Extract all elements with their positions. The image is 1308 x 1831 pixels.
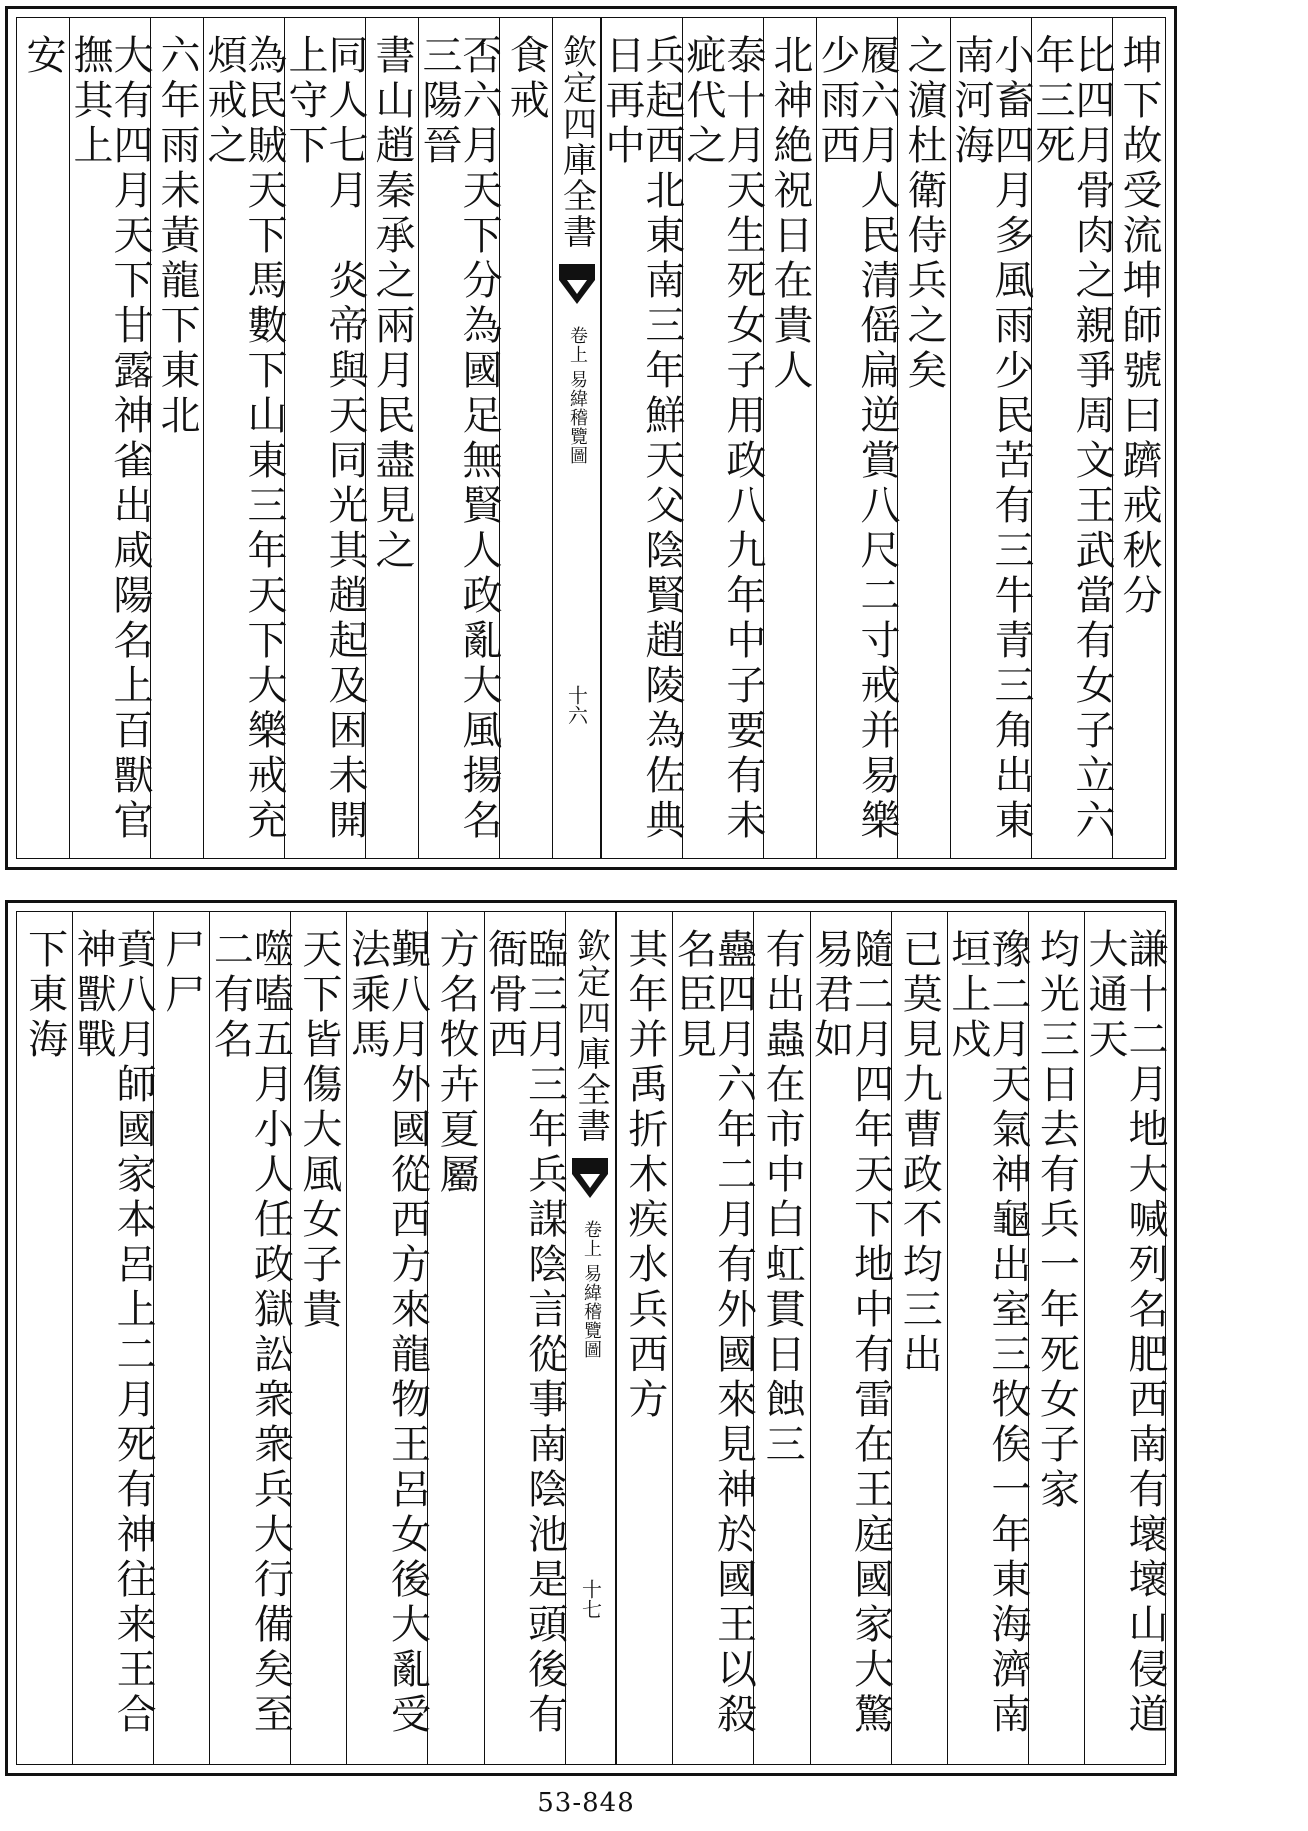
spine-subtitle bbox=[581, 1220, 600, 1359]
page-top bbox=[5, 6, 1177, 870]
text-column: 有出蟲在市中白虹貫日蝕三 bbox=[753, 912, 809, 1764]
book-title: 易緯稽覽圖 bbox=[580, 1264, 602, 1359]
text-column: 天下皆傷大風女子貴 bbox=[290, 912, 346, 1764]
text-column: 為民賊天下馬數下山東三年天下大樂戒充煩戒之 bbox=[203, 18, 284, 858]
text-column: 下東海 bbox=[21, 928, 68, 1063]
fish-tail-mark-icon bbox=[570, 1158, 610, 1202]
text-column: 坤下故受流坤師號曰躋戒秋分 bbox=[1112, 18, 1165, 858]
text-column: 否六月天下分為國足無賢人政亂大風揚名三陽晉 bbox=[418, 18, 499, 858]
text-column: 賁八月師國家本呂上二月死有神往来王合神獸戰 bbox=[72, 912, 153, 1764]
spine-subtitle bbox=[567, 326, 586, 465]
text-column: 尸尸 bbox=[153, 912, 209, 1764]
text-column: 同人七月 炎帝與天同光其趙起及困未開上守下 bbox=[284, 18, 365, 858]
text-column: 北神絶祝日在貴人 bbox=[763, 18, 816, 858]
volume-label: 卷上 bbox=[580, 1220, 602, 1258]
text-column: 其年并禹折木疾水兵西方 bbox=[616, 912, 672, 1764]
text-column: 泰十月天生死女子用政八九年中子要有未疵代之 bbox=[682, 18, 763, 858]
text-column: 小畜四月多風雨少民苦有三牛青三角出東南河海 bbox=[950, 18, 1031, 858]
text-column: 安 bbox=[19, 34, 66, 79]
center-spine bbox=[552, 18, 601, 858]
folio-number: 十七 bbox=[578, 1579, 603, 1619]
collection-title: 欽定四庫全書 bbox=[570, 928, 611, 1144]
fish-tail-mark-icon bbox=[557, 264, 597, 308]
center-spine bbox=[565, 912, 617, 1764]
book-title: 易緯稽覽圖 bbox=[566, 370, 588, 465]
text-column: 比四月骨肉之親爭周文王武當有女子立六年三死 bbox=[1031, 18, 1112, 858]
text-column: 已莫見九曹政不均三出 bbox=[891, 912, 947, 1764]
page-bottom bbox=[5, 900, 1177, 1776]
text-column: 蠱四月六年二月有外國來見神於國王以殺名臣見 bbox=[672, 912, 753, 1764]
text-column: 隨二月四年天下地中有雷在王庭國家大驚易君如 bbox=[810, 912, 891, 1764]
collection-title: 欽定四庫全書 bbox=[556, 34, 597, 250]
text-column: 食戒 bbox=[499, 18, 552, 858]
text-column: 謙十二月地大喊列名肥西南有壞壞山侵道大通天 bbox=[1084, 912, 1165, 1764]
folio-number: 十六 bbox=[564, 685, 589, 725]
page-reference: 53-848 bbox=[537, 1788, 635, 1818]
columns-top bbox=[17, 18, 1165, 858]
text-column: 豫二月天氣神龜出室三牧俟一年東海濟南垣上戍 bbox=[947, 912, 1028, 1764]
columns-bottom bbox=[17, 912, 1168, 1764]
text-column: 之濵杜衛侍兵之矣 bbox=[897, 18, 950, 858]
text-column: 均光三日去有兵一年死女子家 bbox=[1028, 912, 1084, 1764]
text-column: 履六月人民清傜扁逆賞八尺二寸戒并易樂少雨西 bbox=[816, 18, 897, 858]
text-column: 噬嗑五月小人任政獄訟衆衆兵大行備矣至二有名 bbox=[209, 912, 290, 1764]
text-column: 覲八月外國從西方來龍物王呂女後大亂受法乘馬 bbox=[346, 912, 427, 1764]
text-column: 書山趙秦承之兩月民盡見之 bbox=[365, 18, 418, 858]
text-column: 臨三月三年兵謀陰言從事南陰池是頭後有衙骨西 bbox=[484, 912, 565, 1764]
text-column: 大有四月天下甘露神雀出咸陽名上百獸官撫其上 bbox=[69, 18, 150, 858]
text-column: 方名牧卉夏屬 bbox=[427, 912, 483, 1764]
volume-label: 卷上 bbox=[566, 326, 588, 364]
text-column: 兵起西北東南三年鮮天父陰賢趙陵為佐典日再中 bbox=[601, 18, 682, 858]
text-column: 六年雨未黃龍下東北 bbox=[150, 18, 203, 858]
